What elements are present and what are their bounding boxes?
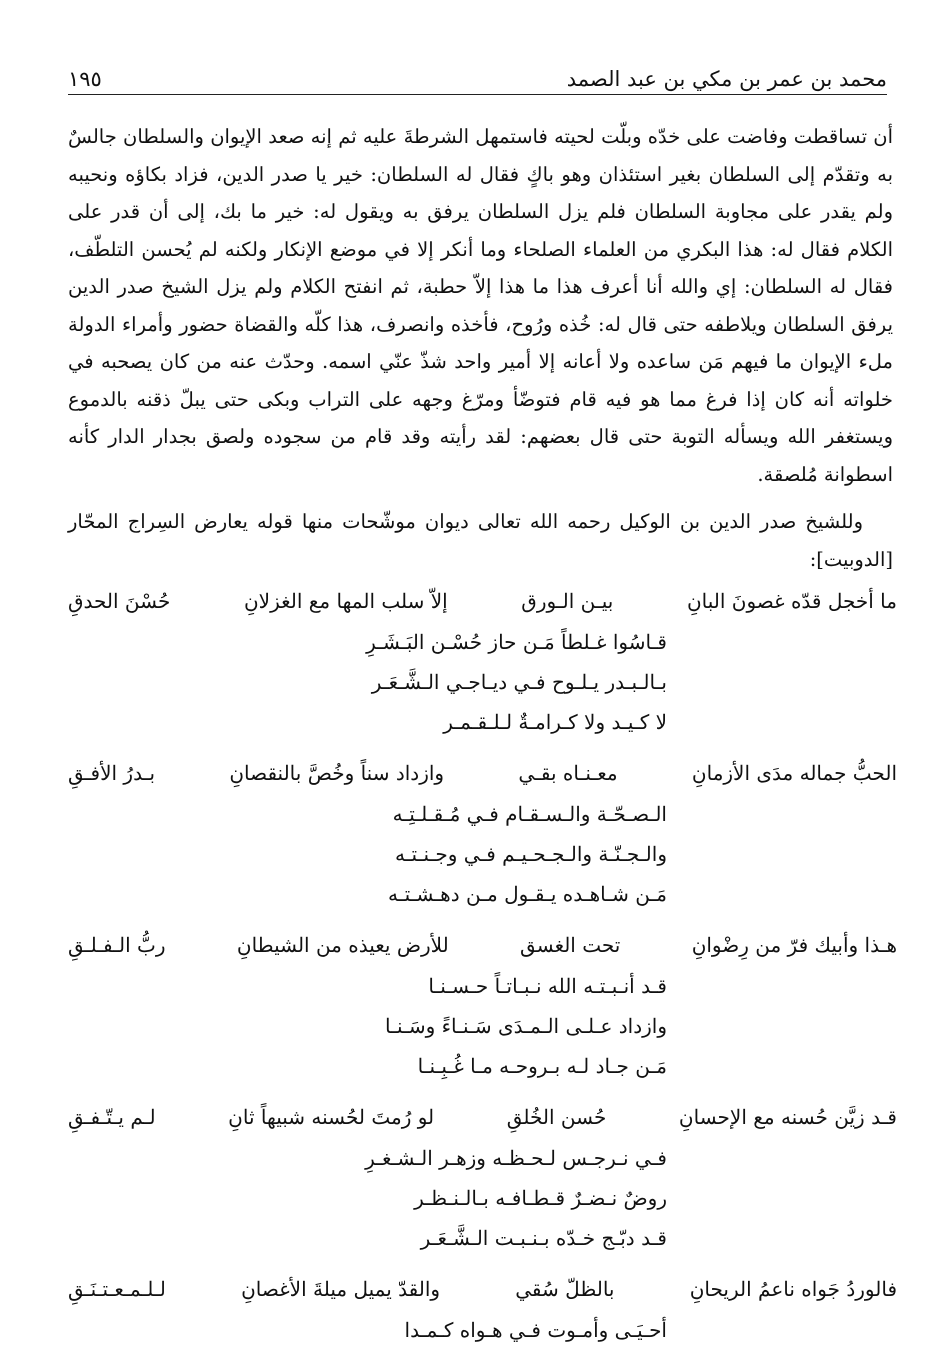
hemistich: فالوردُ جَواه ناعمُ الريحانِ bbox=[689, 1277, 897, 1301]
paragraph: وللشيخ صدر الدين بن الوكيل رحمه الله تعالى ديوان موشّحات منها قوله يعارض السِراج المحّار [الدوبيت]: bbox=[68, 510, 893, 571]
stanza-top-line bbox=[68, 580, 897, 622]
stanza-line: قـد دبّـج خـدّه بـنـبـت الـشَّـعَـر bbox=[420, 1226, 667, 1250]
hemistich: قـد زيَّن حُسنه مع الإحسانِ bbox=[678, 1105, 897, 1129]
stanza bbox=[68, 580, 897, 742]
stanza-line: والـجـنّـة والـجـحـيـم فـي وجـنـتـه bbox=[394, 842, 667, 866]
paragraph: أن تساقطت وفاضت على خدّه وبلّت لحيته فاستمهل الشرطةَ عليه ثم إنه صعد الإيوان والسلطان جالسٌ به وتقدّم إلى السلطان بغير استئذان وهو باكٍ فقال له السلطان: خير يا صدر الدين، فزاد بكاؤه ونحيبه ولم يقدر على مجاوبة السلطان فلم يزل السلطان يرفق به ويقول له: خير ما بك، إلى أن قدر على الكلام فقال له: هذا البكري من العلماء الصلحاء وما أنكر إلا في موضع الإنكار ولكنه لم يُحسن التلطّف، فقال له السلطان: إي والله أنا أعرف هذا ما هذا إلاّ حطبة، ثم انفتح الكلام ولم يزل الشيخ صدر الدين يرفق السلطان ويلاطفه حتى قال له: خُذه ورُوح، فأخذه وانصرف، هذا كلّه والقضاة حضور وأمراء الدولة ملء الإيوان ما فيهم مَن ساعده ولا أعانه إلا أمير واحد شذّ عنّي اسمه. وحدّث عنه من كان يصحبه في خلواته أنه كان إذا فرغ مما هو فيه قام فتوضّأ ومرّغ وجهه على التراب وبكى حتى يبلّ ذقنه بالدموع ويستغفر الله ويسأله التوبة حتى قال بعضهم: لقد رأيته وقد قام من سجوده ولصق بجدار الدار كأنه اسطوانة مُلصقة. bbox=[68, 125, 893, 486]
hemistich: ربُّ الـفـلـقِ bbox=[68, 933, 166, 957]
stanza-top-line bbox=[68, 924, 897, 966]
stanza-line: أحـيَـى وأمـوت فـي هـواه كـمـدا bbox=[404, 1318, 667, 1342]
prose-body bbox=[68, 118, 893, 578]
hemistich: ما أخجل قدّه غصونَ البانِ bbox=[686, 589, 897, 613]
stanza bbox=[68, 752, 897, 914]
hemistich: حُسن الخُلقِ bbox=[506, 1105, 607, 1129]
hemistich: لـم يـتّـفـقِ bbox=[68, 1105, 156, 1129]
hemistich: وازداد سناً وخُصَّ بالنقصانِ bbox=[229, 761, 445, 785]
hemistich: إلاّ سلب المها مع الغزلانِ bbox=[243, 589, 448, 613]
hemistich: والقدّ يميل ميلةَ الأغصانِ bbox=[241, 1277, 441, 1301]
stanza-line: مَـن شـاهـده يـقـول مـن دهـشـتـه bbox=[387, 882, 667, 906]
poem bbox=[68, 580, 897, 1360]
page-header bbox=[68, 58, 887, 95]
hemistich: حُسْنَ الحدقِ bbox=[68, 589, 171, 613]
hemistich: بيـن الـورق bbox=[521, 589, 614, 613]
stanza bbox=[68, 1268, 897, 1350]
hemistich: بـدرُ الأفـقِ bbox=[68, 761, 156, 785]
hemistich: هـذا وأبيك فرّ من رِضْوانِ bbox=[691, 933, 897, 957]
running-title: محمد بن عمر بن مكي بن عبد الصمد bbox=[566, 67, 887, 91]
stanza-top-line bbox=[68, 1268, 897, 1310]
stanza-line: بـالـبـدر يـلـوح فـي ديـاجـي الـشَّـعَـر bbox=[371, 670, 667, 694]
hemistich: معـنـاه بقـي bbox=[518, 761, 618, 785]
stanza-line: وازداد عـلـى الـمـدَى سَـنـاءً وسَـنـا bbox=[385, 1014, 667, 1038]
hemistich: بالظلّ سُقي bbox=[515, 1277, 615, 1301]
stanza-line: فـي نـرجـس لـحـظـه وزهـر الـشـغـرِ bbox=[365, 1146, 667, 1170]
stanza-line: لا كـيـد ولا كـرامـةٌ لـلـقـمـر bbox=[443, 710, 667, 734]
stanza-line: الـصـحّـة والـسـقـام فـي مُـقـلـتِـه bbox=[392, 802, 667, 826]
hemistich: لـلـمـعـتـنَـقِ bbox=[68, 1277, 166, 1301]
stanza-line: روضٌ نـضـرٌ قـطـافـه بـالـنـظـر bbox=[414, 1186, 667, 1210]
page-number: ١٩٥ bbox=[68, 67, 102, 91]
stanza bbox=[68, 924, 897, 1086]
hemistich: لو رُمتَ لحُسنه شبيهاً ثانِ bbox=[228, 1105, 435, 1129]
stanza-line: قـد أنـبـتـه الله نـبـاتـاً حـسـنـا bbox=[428, 974, 667, 998]
stanza-line: مَـن جـاد لـه بـروحـه مـا غُـبِـنـا bbox=[417, 1054, 667, 1078]
stanza-top-line bbox=[68, 752, 897, 794]
hemistich: تحت الغسق bbox=[520, 933, 621, 957]
hemistich: الحبُّ جماله مدَى الأزمانِ bbox=[691, 761, 897, 785]
hemistich: للأرض يعيذه من الشيطانِ bbox=[236, 933, 449, 957]
stanza bbox=[68, 1096, 897, 1258]
stanza-top-line bbox=[68, 1096, 897, 1138]
stanza-line: قـاسُوا غـلطاً مَـن حاز حُسْـن البَـشَـرِ bbox=[366, 630, 667, 654]
